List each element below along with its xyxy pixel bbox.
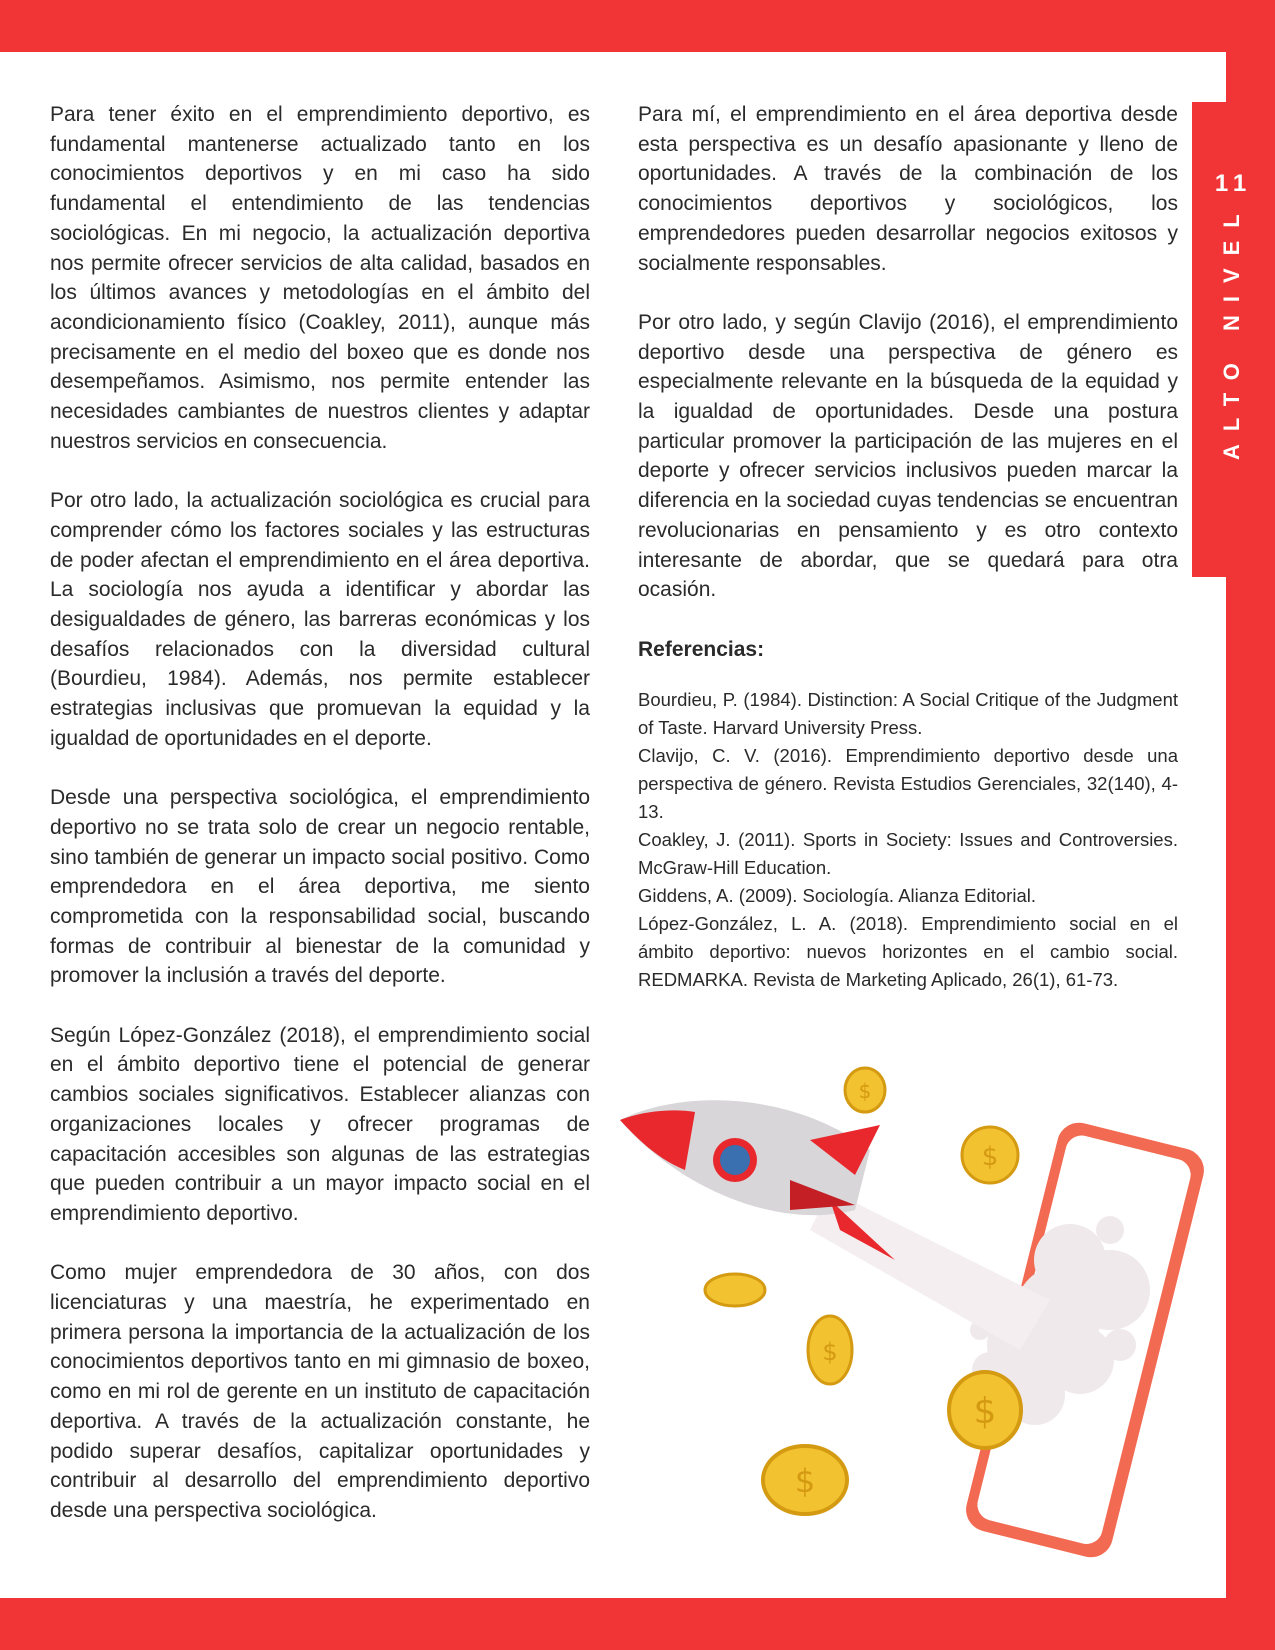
references-list — [638, 686, 1178, 994]
top-red-border — [0, 0, 1275, 52]
coin-icon — [949, 1372, 1021, 1448]
svg-text:$: $ — [794, 1462, 816, 1500]
paragraph: Para tener éxito en el emprendimiento deportivo, es fundamental mantenerse actualizado tanto en los conocimientos deportivos y en mi caso ha sido fundamental el entendimiento de las tendencias sociológicas. En mi negocio, la actualización deportiva nos permite ofrecer servicios de alta calidad, basados en los últimos avances y metodologías en el ámbito del acondicionamiento físico (Coakley, 2011), aunque más precisamente en el medio del boxeo que es donde nos desempeñamos. Asimismo, nos permite entender las necesidades cambiantes de nuestros clientes y adaptar nuestros servicios en consecuencia. — [50, 103, 590, 453]
bottom-red-border — [0, 1598, 1275, 1650]
coin-icon — [845, 1068, 885, 1112]
svg-text:$: $ — [981, 1142, 999, 1172]
section-label: ALTO NIVEL — [1219, 201, 1244, 460]
reference-item: Giddens, A. (2009). Sociología. Alianza Editorial. — [638, 885, 1036, 907]
rocket-phone-coins-illustration — [640, 1079, 1260, 1590]
paragraph: Desde una perspectiva sociológica, el emprendimiento deportivo no se trata solo de crear un negocio rentable, sino también de generar un impacto social positivo. Como emprendedora en el área deportiva, me siento comprometida con la responsabilidad social, buscando formas de contribuir al bienestar de la comunidad y promover la inclusión a través del deporte. — [50, 786, 590, 988]
coin-icon — [763, 1446, 847, 1514]
svg-text:$: $ — [973, 1391, 997, 1432]
paragraph: Como mujer emprendedora de 30 años, con dos licenciaturas y una maestría, he experimentado en primera persona la importancia de la actualización de los conocimientos deportivos tanto en mi gimnasio de boxeo, como en mi rol de gerente en un instituto de capacitación deportiva. A través de la actualización constante, he podido superar desafíos, capitalizar oportunidades y contribuir al desarrollo del emprendimiento deportivo desde una perspectiva sociológica. — [50, 1261, 590, 1522]
coin-icon — [705, 1274, 765, 1306]
paragraph: Por otro lado, y según Clavijo (2016), el emprendimiento deportivo desde una perspectiva de género es especialmente relevante en la búsqueda de la equidad y la igualdad de oportunidades. Desde una postura particular promover la participación de las mujeres en el deporte y ofrecer servicios inclusivos pueden marcar la diferencia en la sociedad cuyas tendencias se encuentran revolucionarias en pensamiento y es otro contexto interesante de abordar, que se quedará para otra ocasión. — [638, 310, 1178, 602]
paragraph: Según López-González (2018), el emprendimiento social en el ámbito deportivo tiene el potencial de generar cambios sociales significativos. Establecer alianzas con organizaciones locales y ofrecer programas de capacitación accesibles son algunas de las estrategias que pueden contribuir a un mayor impacto social en el emprendimiento deportivo. — [50, 1023, 590, 1225]
paragraph: Por otro lado, la actualización sociológica es crucial para comprender cómo los factores sociales y las estructuras de poder afectan el emprendimiento en el área deportiva. La sociología nos ayuda a identificar y abordar las desigualdades de género, las barreras económicas y los desafíos relacionados con la diversidad cultural (Bourdieu, 1984). Además, nos permite establecer estrategias inclusivas que promuevan la equidad y la igualdad de oportunidades en el deporte. — [50, 489, 590, 750]
rocket-icon — [620, 1100, 895, 1260]
svg-text:$: $ — [822, 1338, 838, 1366]
reference-item: Bourdieu, P. (1984). Distinction: A Social Critique of the Judgment of Taste. Harvard University Press. — [638, 689, 1178, 739]
coin-icon — [808, 1316, 852, 1384]
page-number: 11 — [1214, 170, 1253, 197]
reference-item: Clavijo, C. V. (2016). Emprendimiento deportivo desde una perspectiva de género. Revista Estudios Gerenciales, 32(140), 4-13. — [638, 745, 1178, 823]
right-column — [638, 100, 1178, 994]
svg-text:$: $ — [858, 1079, 872, 1103]
reference-item: Coakley, J. (2011). Sports in Society: Issues and Controversies. McGraw-Hill Education. — [638, 829, 1178, 879]
paragraph: Para mí, el emprendimiento en el área deportiva desde esta perspectiva es un desafío apasionante y lleno de oportunidades. A través de la combinación de los conocimientos deportivos y sociológicos, los emprendedores pueden desarrollar negocios exitosos y socialmente responsables. — [638, 103, 1178, 275]
references-heading: Referencias: — [638, 637, 765, 661]
coin-icon — [962, 1127, 1018, 1183]
left-column — [50, 100, 590, 1555]
reference-item: López-González, L. A. (2018). Emprendimiento social en el ámbito deportivo: nuevos horizontes en el cambio social. REDMARKA. Revista de Marketing Aplicado, 26(1), 61-73. — [638, 913, 1178, 991]
